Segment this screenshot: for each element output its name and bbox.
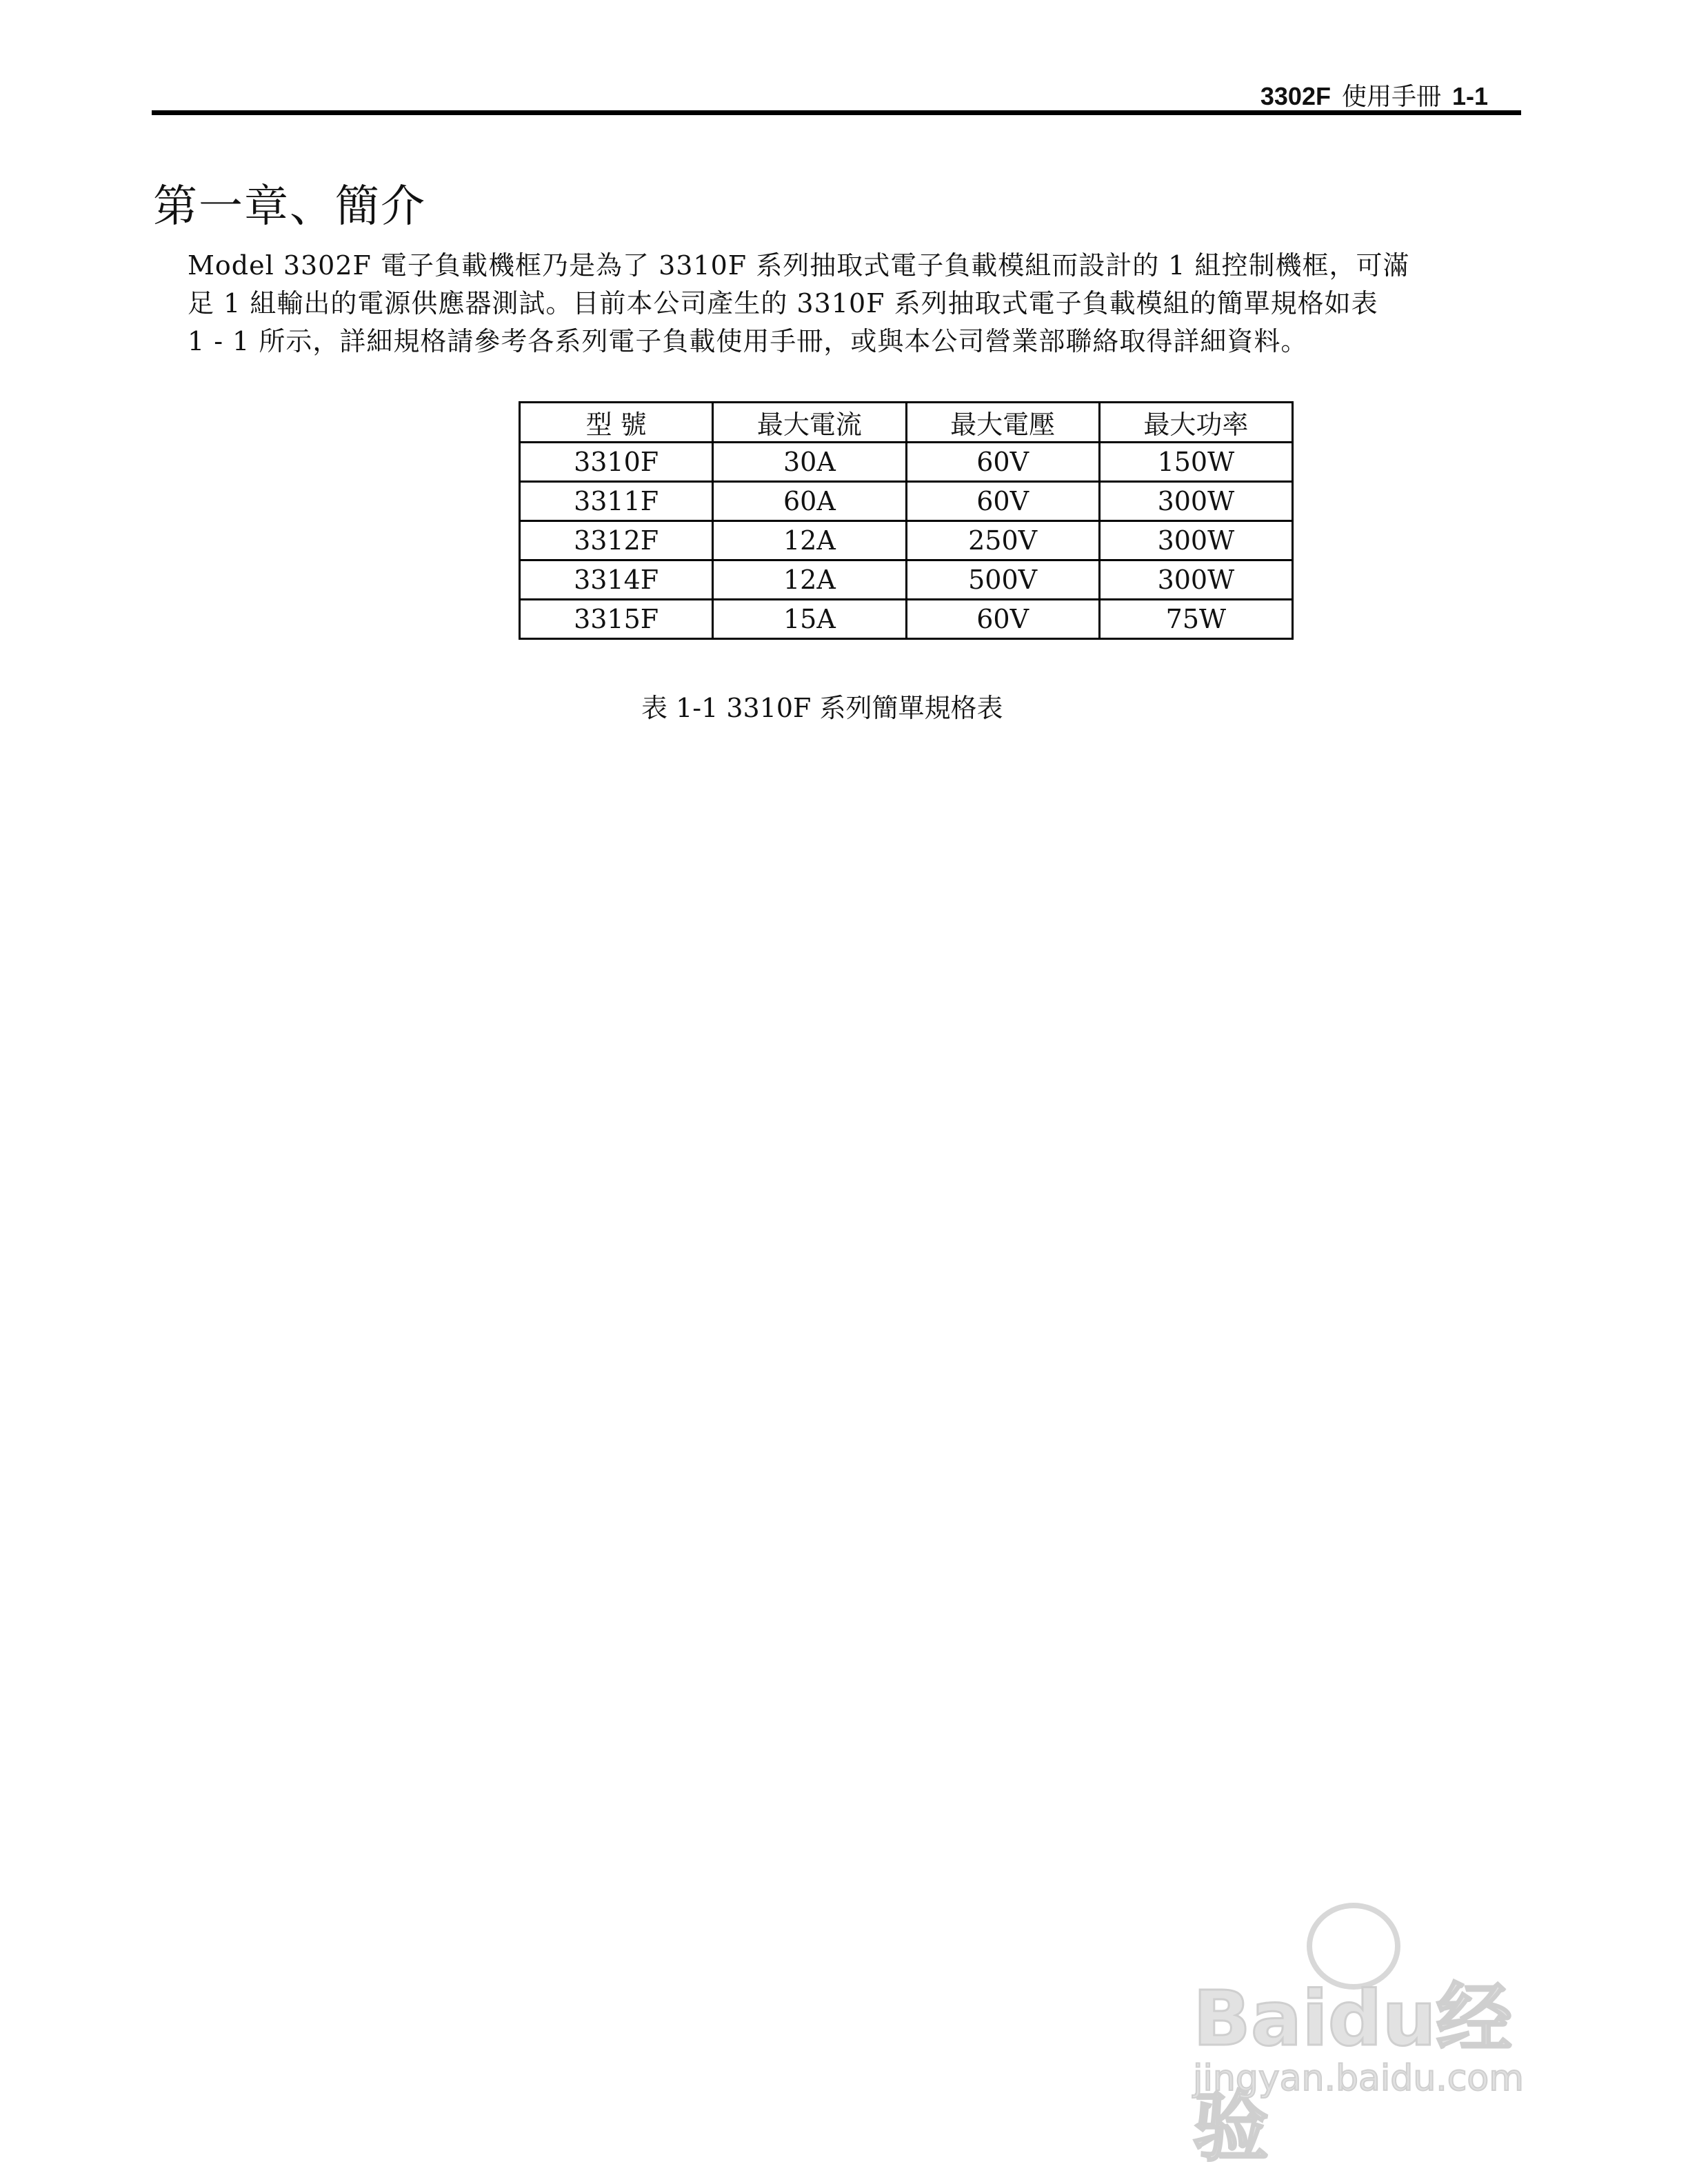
watermark-url: jingyan.baidu.com [1193, 2058, 1524, 2099]
chapter-title: 第一章、簡介 [153, 181, 426, 232]
table-caption: 表 1-1 3310F 系列簡單規格表 [641, 693, 1003, 723]
spec-table [519, 401, 1294, 640]
table-cell: 3310F [520, 443, 713, 482]
header-cell: 最大電壓 [906, 403, 1099, 443]
header-page-number: 1-1 [1451, 82, 1488, 110]
table-cell: 250V [906, 521, 1099, 560]
header-cell: 最大電流 [713, 403, 906, 443]
table-cell: 300W [1099, 482, 1292, 521]
table-cell: 3315F [520, 600, 713, 639]
table-cell: 60V [906, 443, 1099, 482]
table-row [520, 560, 1293, 600]
watermark-brand: Baidu经验 [1193, 1974, 1512, 2172]
table-cell: 60V [906, 600, 1099, 639]
table-cell: 12A [713, 521, 906, 560]
table-cell: 30A [713, 443, 906, 482]
table-row [520, 521, 1293, 560]
table-cell: 75W [1099, 600, 1292, 639]
table-row [520, 443, 1293, 482]
table-cell: 3314F [520, 560, 713, 600]
table-row [520, 600, 1293, 639]
table-header-row [520, 403, 1293, 443]
paragraph-line: Model 3302F 電子負載機框乃是為了 3310F 系列抽取式電子負載模組而設計的 1 組控制機框，可滿 [188, 250, 1410, 281]
paragraph-line: 1 - 1 所示，詳細規格請參考各系列電子負載使用手冊，或與本公司營業部聯絡取得詳細資料。 [188, 326, 1308, 356]
table-cell: 15A [713, 600, 906, 639]
header-manual: 使用手冊 [1341, 82, 1441, 110]
table-cell: 3311F [520, 482, 713, 521]
table-cell: 60V [906, 482, 1099, 521]
paragraph-line: 足 1 組輸出的電源供應器測試。目前本公司產生的 3310F 系列抽取式電子負載模組的簡單規格如表 [188, 288, 1378, 318]
table-cell: 12A [713, 560, 906, 600]
page-header [1260, 77, 1488, 112]
intro-paragraph [188, 247, 1522, 361]
baidu-watermark [1186, 1903, 1572, 2172]
table-cell: 3312F [520, 521, 713, 560]
table-cell: 60A [713, 482, 906, 521]
table-cell: 300W [1099, 521, 1292, 560]
header-rule [152, 110, 1521, 115]
table-row [520, 482, 1293, 521]
header-cell: 最大功率 [1099, 403, 1292, 443]
table-cell: 300W [1099, 560, 1292, 600]
table-cell: 150W [1099, 443, 1292, 482]
header-cell: 型 號 [520, 403, 713, 443]
table-cell: 500V [906, 560, 1099, 600]
header-model: 3302F [1260, 82, 1331, 110]
